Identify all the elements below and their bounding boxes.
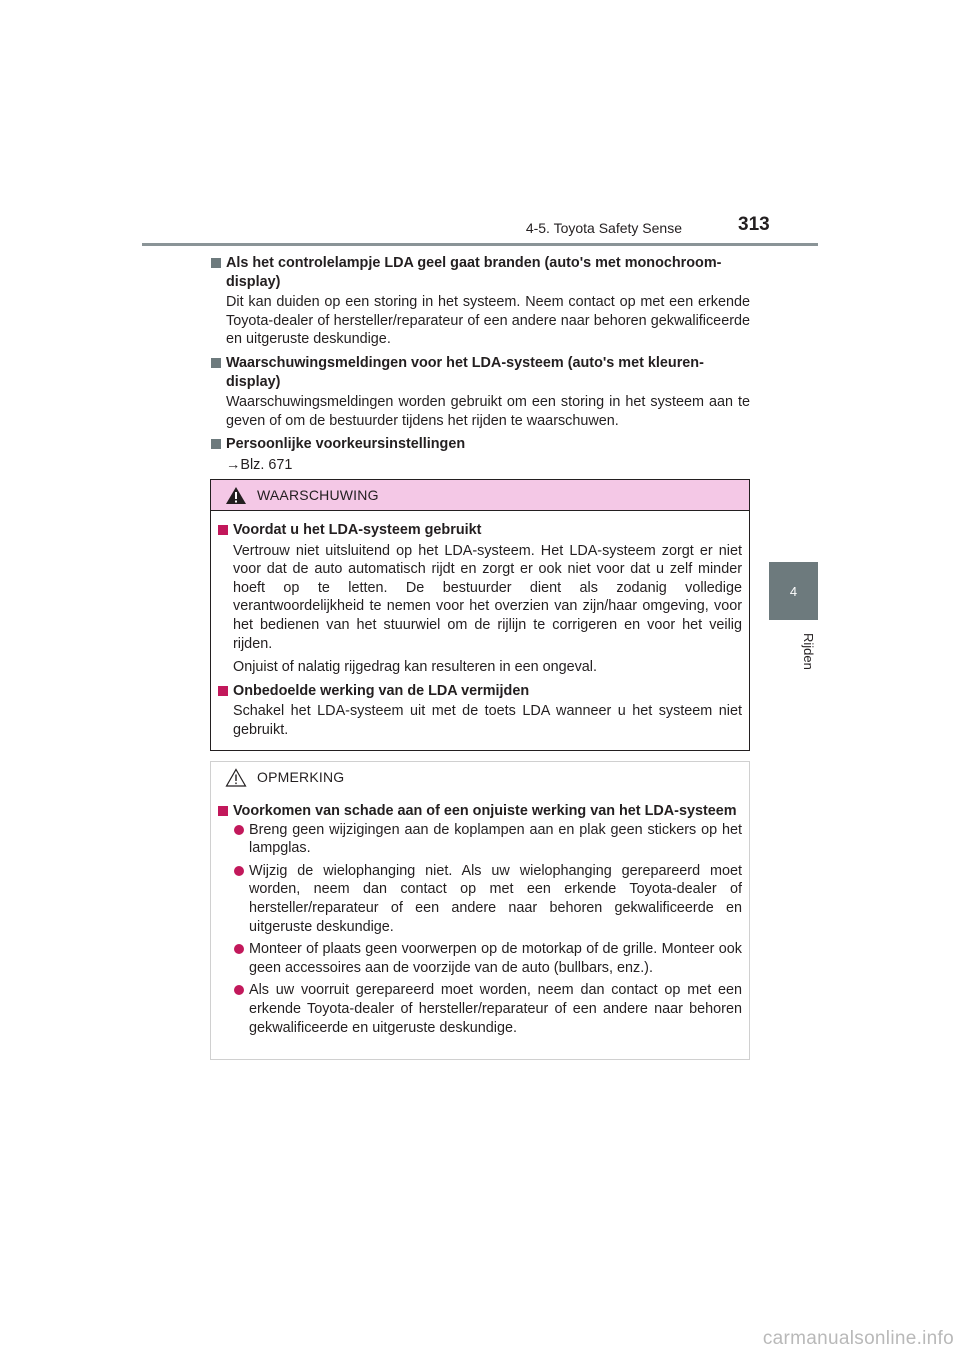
section-heading: Waarschuwingsmeldingen voor het LDA-systeem (auto's met kleuren-display) [210, 354, 750, 391]
header-divider [142, 243, 818, 246]
caution-triangle-icon [225, 768, 247, 787]
warning-text: Schakel het LDA-systeem uit met de toets LDA wanneer u het systeem niet gebruikt. [233, 703, 742, 738]
warning-heading: Voordat u het LDA-systeem gebruikt [217, 521, 742, 540]
section-text: Waarschuwingsmeldingen worden gebruikt om een storing in het systeem aan te geven of om de bestuurder tijdens het rijden te waarschuwen. [226, 394, 750, 429]
header-section-title: 4-5. Toyota Safety Sense [525, 220, 682, 236]
notice-heading: Voorkomen van schade aan of een onjuiste werking van het LDA-systeem [217, 802, 742, 821]
notice-body [211, 792, 749, 1037]
section-heading: Persoonlijke voorkeursinstellingen [210, 435, 750, 454]
warning-title: WAARSCHUWING [257, 487, 379, 503]
list-item: Monteer of plaats geen voorwerpen op de motorkap of de grille. Monteer ook geen accessoires aan de voorzijde van de auto (bullbars, enz.). [217, 940, 742, 977]
square-bullet-icon [211, 258, 221, 268]
warning-heading: Onbedoelde werking van de LDA vermijden [217, 682, 742, 701]
main-content [210, 250, 750, 480]
warning-body [211, 511, 749, 740]
section-text: Dit kan duiden op een storing in het systeem. Neem contact op met een erkende Toyota-dealer of hersteller/reparateur of een andere naar behoren gekwalificeerde en uitgeruste deskundige. [226, 294, 750, 348]
chapter-label: Rijden [801, 633, 816, 670]
round-bullet-icon [234, 866, 244, 876]
round-bullet-icon [234, 985, 244, 995]
list-item: Breng geen wijzigingen aan de koplampen aan en plak geen stickers op het lampglas. [217, 821, 742, 858]
warning-box [210, 479, 750, 751]
list-item: Als uw voorruit gerepareerd moet worden, neem dan contact op met een erkende Toyota-dealer of hersteller/reparateur of een andere naar behoren gekwalificeerde en uitgeruste deskundige. [217, 981, 742, 1037]
warning-header [211, 480, 749, 511]
warning-triangle-icon [225, 486, 247, 505]
page-number: 313 [738, 214, 770, 235]
square-bullet-icon [211, 358, 221, 368]
watermark: carmanualsonline.info [762, 1328, 954, 1349]
notice-title: OPMERKING [257, 769, 345, 785]
notice-box [210, 761, 750, 1060]
warning-text: Onjuist of nalatig rijgedrag kan resulteren in een ongeval. [233, 659, 597, 676]
chapter-tab [769, 562, 818, 620]
square-bullet-icon [218, 686, 228, 696]
notice-header [211, 762, 749, 792]
section-heading: Als het controlelampje LDA geel gaat branden (auto's met monochroom-display) [210, 254, 750, 291]
square-bullet-icon [211, 439, 221, 449]
warning-text: Vertrouw niet uitsluitend op het LDA-systeem. Het LDA-systeem zorgt er niet voor dat de auto automatisch rijdt en zorgt er ook niet voor dat u zelf minder hoeft op te letten. De bestuurder dient als zodanig volledige verantwoordelijkheid te nemen voor het overzien van zijn/haar omgeving, voor het bedienen van het stuurwiel om de rijlijn te corrigeren en voor het veilig rijden. [233, 542, 742, 652]
round-bullet-icon [234, 825, 244, 835]
page-reference: →Blz. 671 [226, 456, 293, 473]
round-bullet-icon [234, 944, 244, 954]
list-item: Wijzig de wielophanging niet. Als uw wielophanging gerepareerd moet worden, neem dan contact op met een erkende Toyota-dealer of hersteller/reparateur of een andere naar behoren gekwalificeerde en uitgeruste deskundige. [217, 862, 742, 936]
chapter-number: 4 [789, 583, 798, 599]
square-bullet-icon [218, 806, 228, 816]
square-bullet-icon [218, 525, 228, 535]
